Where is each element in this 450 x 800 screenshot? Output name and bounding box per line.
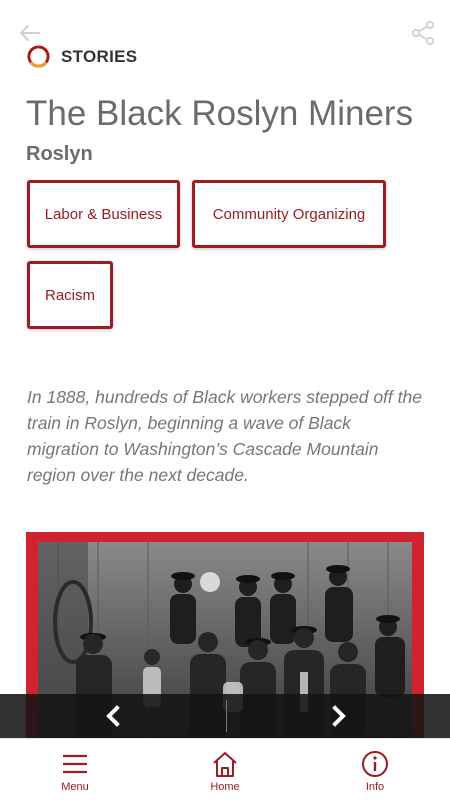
bottom-nav [0, 738, 450, 800]
gallery-controls [0, 694, 450, 738]
nav-info-button[interactable] [335, 749, 415, 793]
story-location: Roslyn [26, 143, 93, 165]
gallery-divider [226, 700, 227, 732]
nav-home-label: Home [210, 781, 240, 793]
hamburger-icon [60, 749, 90, 779]
page-title: The Black Roslyn Miners [26, 94, 414, 133]
share-button[interactable] [408, 18, 438, 48]
section-header [26, 44, 137, 69]
stories-logo-icon [26, 44, 51, 69]
nav-home-button[interactable] [185, 749, 265, 793]
home-icon [210, 749, 240, 779]
chevron-right-icon [324, 702, 352, 730]
gallery-next-button[interactable] [324, 702, 352, 730]
nav-info-label: Info [365, 781, 385, 793]
nav-menu-label: Menu [61, 781, 89, 793]
info-icon [360, 749, 390, 779]
chevron-left-icon [100, 702, 128, 730]
nav-menu-button[interactable] [35, 749, 115, 793]
tag-racism[interactable]: Racism [27, 261, 113, 329]
gallery-prev-button[interactable] [100, 702, 128, 730]
story-intro: In 1888, hundreds of Black workers stepped off the train in Roslyn, beginning a wave of Black migration to Washington’s Cascade Mountain region over the next decade. [27, 387, 422, 485]
tag-labor-business[interactable]: Labor & Business [27, 180, 180, 248]
tag-community-organizing[interactable]: Community Organizing [192, 180, 386, 248]
section-label: STORIES [61, 46, 138, 66]
share-icon [408, 18, 438, 48]
